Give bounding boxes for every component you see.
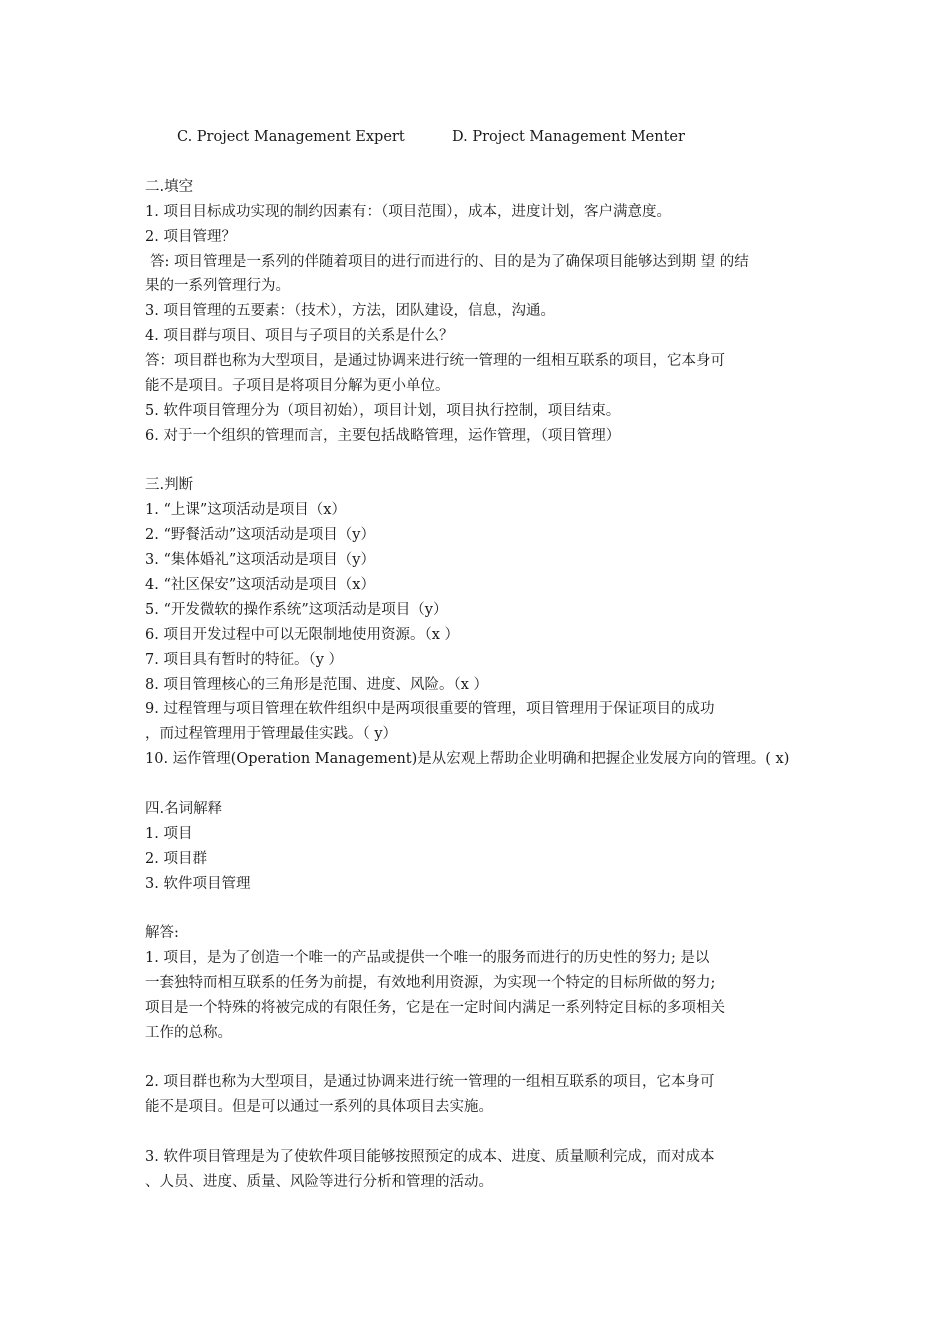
answer-line: 能不是项目。但是可以通过一系列的具体项目去实施。 bbox=[145, 1099, 493, 1115]
term-item: 3. 软件项目管理 bbox=[145, 876, 251, 892]
fill-in-line: 2. 项目管理？ bbox=[145, 229, 236, 245]
section-heading-judgement: 三.判断 bbox=[145, 477, 194, 493]
judgement-line: 10. 运作管理(Operation Management)是从宏观上帮助企业明确和把握企业发展方向的管理。( x) bbox=[145, 751, 790, 767]
judgement-line: 6. 项目开发过程中可以无限制地使用资源。（x ） bbox=[145, 627, 459, 643]
term-item: 2. 项目群 bbox=[145, 851, 207, 867]
judgement-line: 3. “集体婚礼”这项活动是项目（y） bbox=[145, 552, 375, 568]
section-heading-terms: 四.名词解释 bbox=[145, 801, 223, 817]
judgement-line: 9. 过程管理与项目管理在软件组织中是两项很重要的管理，项目管理用于保证项目的成功 bbox=[145, 701, 715, 717]
judgement-line: 2. “野餐活动”这项活动是项目（y） bbox=[145, 527, 375, 543]
fill-in-line: 答：项目群也称为大型项目，是通过协调来进行统一管理的一组相互联系的项目，它本身可 bbox=[145, 353, 725, 369]
judgement-line: 1. “上课”这项活动是项目（x） bbox=[145, 502, 346, 518]
judgement-line: 4. “社区保安”这项活动是项目（x） bbox=[145, 577, 375, 593]
fill-in-line: 1. 项目目标成功实现的制约因素有：（项目范围），成本，进度计划，客户满意度。 bbox=[145, 204, 671, 220]
answer-line: 工作的总称。 bbox=[145, 1025, 232, 1041]
answers-heading: 解答: bbox=[145, 925, 179, 941]
option-c: C. Project Management Expert bbox=[177, 129, 405, 145]
answer-line: 3. 软件项目管理是为了使软件项目能够按照预定的成本、进度、质量顺利完成，而对成本 bbox=[145, 1149, 715, 1165]
answer-line: 一套独特而相互联系的任务为前提，有效地利用资源，为实现一个特定的目标所做的努力; bbox=[145, 975, 716, 991]
option-d: D. Project Management Menter bbox=[452, 129, 685, 145]
term-item: 1. 项目 bbox=[145, 826, 193, 842]
fill-in-line: 答: 项目管理是一系列的伴随着项目的进行而进行的、目的是为了确保项目能够达到期 望 的结 bbox=[150, 254, 749, 270]
fill-in-line: 6. 对于一个组织的管理而言，主要包括战略管理，运作管理，（项目管理） bbox=[145, 428, 621, 444]
fill-in-line: 果的一系列管理行为。 bbox=[145, 278, 290, 294]
fill-in-line: 3. 项目管理的五要素：（技术），方法，团队建设，信息，沟通。 bbox=[145, 303, 555, 319]
judgement-line: 5. “开发微软的操作系统”这项活动是项目（y） bbox=[145, 602, 448, 618]
fill-in-line: 能不是项目。子项目是将项目分解为更小单位。 bbox=[145, 378, 450, 394]
fill-in-line: 5. 软件项目管理分为（项目初始），项目计划，项目执行控制，项目结束。 bbox=[145, 403, 621, 419]
answer-line: 1. 项目，是为了创造一个唯一的产品或提供一个唯一的服务而进行的历史性的努力; 是以 bbox=[145, 950, 710, 966]
answer-line: 项目是一个特殊的将被完成的有限任务，它是在一定时间内满足一系列特定目标的多项相关 bbox=[145, 1000, 725, 1016]
judgement-line: ，而过程管理用于管理最佳实践。（ y） bbox=[145, 726, 398, 742]
section-heading-fill-in: 二.填空 bbox=[145, 179, 194, 195]
fill-in-line: 4. 项目群与项目、项目与子项目的关系是什么？ bbox=[145, 328, 454, 344]
answer-line: 、人员、进度、质量、风险等进行分析和管理的活动。 bbox=[145, 1174, 493, 1190]
judgement-line: 8. 项目管理核心的三角形是范围、进度、风险。（x ） bbox=[145, 677, 488, 693]
answer-line: 2. 项目群也称为大型项目，是通过协调来进行统一管理的一组相互联系的项目，它本身可 bbox=[145, 1074, 715, 1090]
judgement-line: 7. 项目具有暂时的特征。（y ） bbox=[145, 652, 343, 668]
